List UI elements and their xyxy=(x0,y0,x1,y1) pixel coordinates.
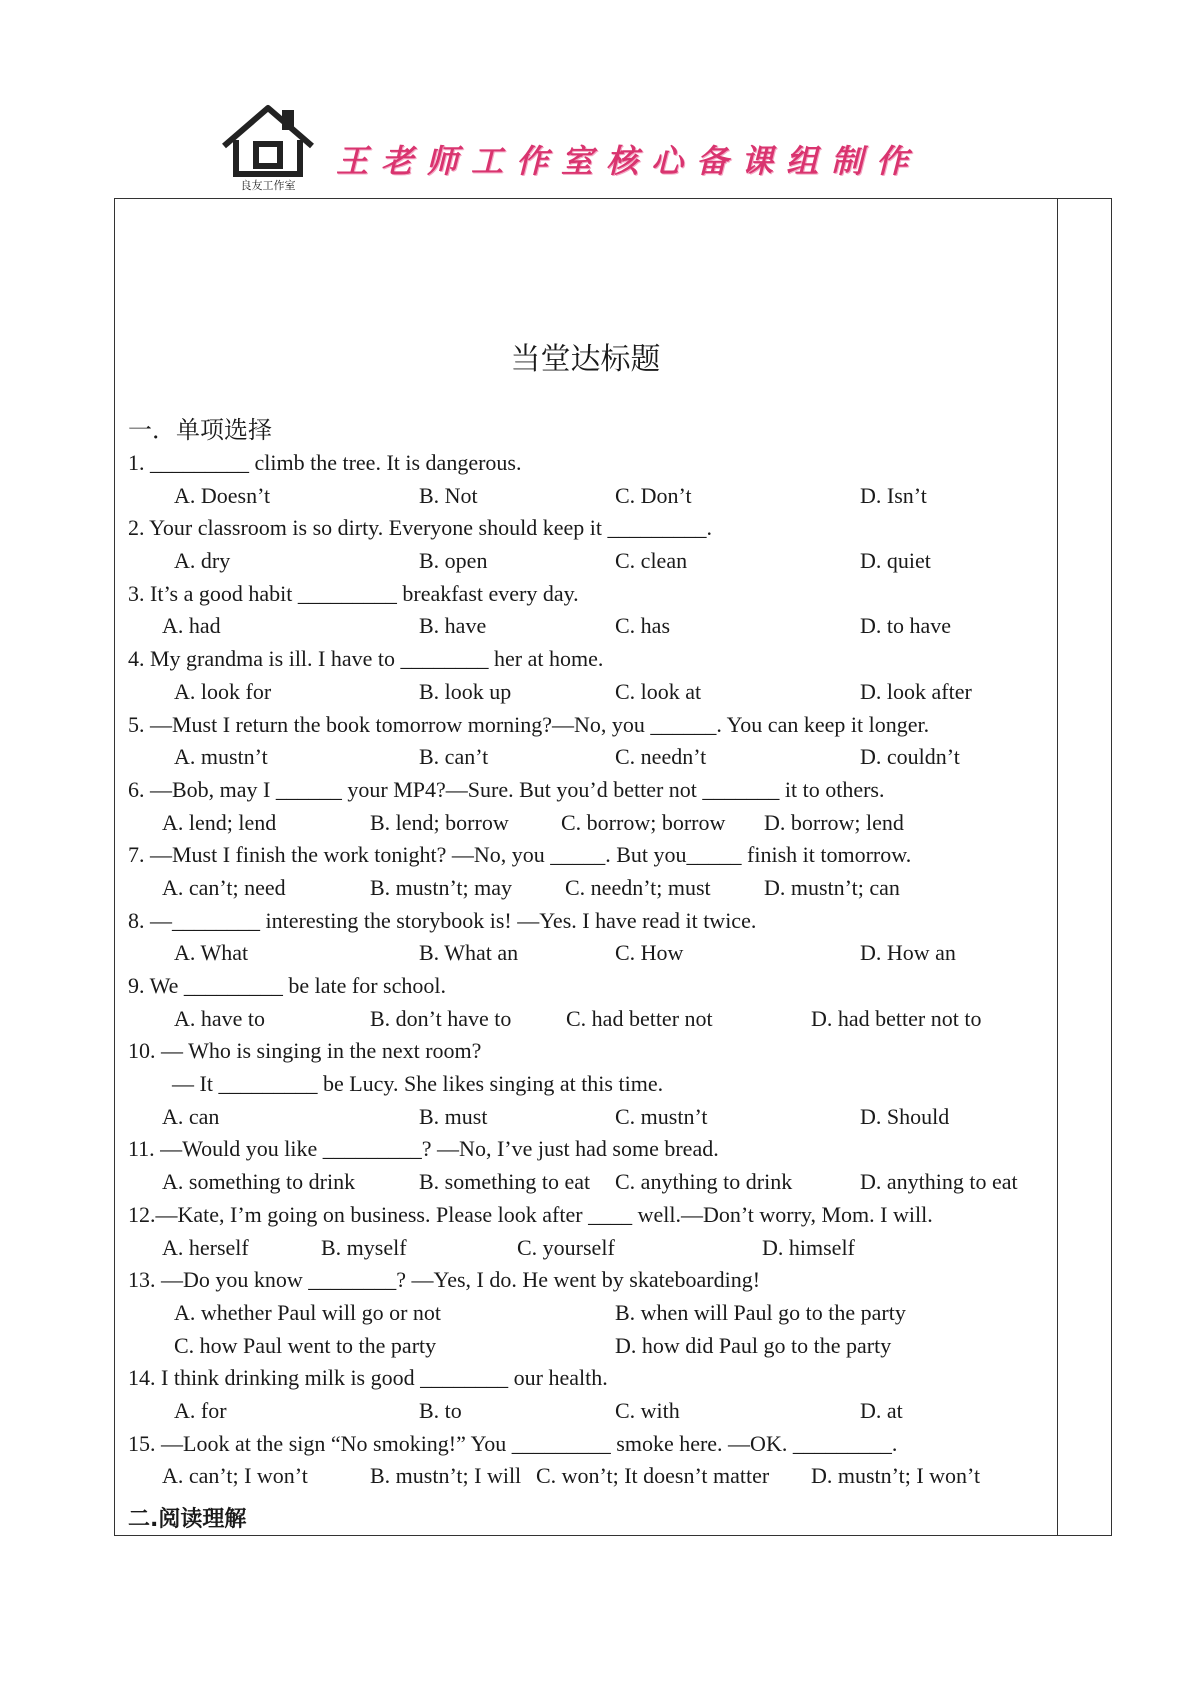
option-a: A. can xyxy=(162,1103,220,1129)
question-options xyxy=(128,1003,1048,1036)
option-b: B. must xyxy=(419,1103,488,1129)
question-stem: 3. It’s a good habit _________ breakfast every day. xyxy=(128,580,579,606)
option-d: D. to have xyxy=(860,613,952,639)
option-b: B. lend; borrow xyxy=(370,809,509,835)
question-options xyxy=(128,676,1048,709)
question-stem: 13. —Do you know ________? —Yes, I do. He went by skateboarding! xyxy=(128,1267,761,1293)
option-d: D. How an xyxy=(860,940,956,966)
option-d: D. Should xyxy=(860,1103,950,1129)
svg-text:良友工作室: 良友工作室 xyxy=(240,179,296,192)
option-b: B. when will Paul go to the party xyxy=(615,1299,906,1325)
question-stem: 9. We _________ be late for school. xyxy=(128,973,446,998)
option-d: D. mustn’t; can xyxy=(764,874,900,900)
table-column-divider xyxy=(1057,198,1058,1536)
option-b: B. to xyxy=(419,1397,462,1423)
option-a: A. herself xyxy=(162,1234,249,1260)
question-options xyxy=(128,1395,1048,1428)
option-d: D. Isn’t xyxy=(860,482,927,508)
question-stem: 11. —Would you like _________? —No, I’ve just had some bread. xyxy=(128,1136,719,1162)
section-heading-reading: 二.阅读理解 xyxy=(128,1507,247,1532)
option-c: C. borrow; borrow xyxy=(561,809,726,835)
option-c: C. clean xyxy=(615,548,688,574)
question-stem: 2. Your classroom is so dirty. Everyone should keep it _________. xyxy=(128,515,712,541)
option-c: C. anything to drink xyxy=(615,1169,793,1195)
question-stem: 14. I think drinking milk is good ________ our health. xyxy=(128,1365,608,1391)
option-c: C. has xyxy=(615,613,670,639)
option-c: C. Don’t xyxy=(615,482,692,508)
option-a: A. look for xyxy=(174,678,272,704)
question-options xyxy=(128,1101,1048,1134)
option-d: D. had better not to xyxy=(811,1005,982,1031)
question-options xyxy=(128,872,1048,905)
option-b: B. don’t have to xyxy=(370,1005,512,1031)
option-c: C. had better not xyxy=(566,1005,713,1031)
option-c: C. with xyxy=(615,1397,680,1423)
question-stem: 12.—Kate, I’m going on business. Please look after ____ well.—Don’t worry, Mom. I will. xyxy=(128,1201,933,1227)
option-d: D. quiet xyxy=(860,548,931,574)
option-a: A. can’t; need xyxy=(162,874,286,900)
question-stem-continued: — It _________ be Lucy. She likes singing at this time. xyxy=(172,1071,664,1097)
option-b: B. something to eat xyxy=(419,1169,591,1195)
question-stem: 1. _________ climb the tree. It is dangerous. xyxy=(128,450,522,475)
option-b: B. look up xyxy=(419,678,512,704)
question-options xyxy=(128,1460,1048,1493)
option-a: A. something to drink xyxy=(162,1169,356,1195)
option-c: C. won’t; It doesn’t matter xyxy=(536,1463,770,1489)
option-c: C. needn’t xyxy=(615,744,707,770)
option-a: A. can’t; I won’t xyxy=(162,1463,308,1489)
question-options xyxy=(128,545,1048,578)
question-list xyxy=(128,447,1048,1493)
header-banner: 王老师工作室核心备课组制作 xyxy=(336,142,922,180)
option-c: C. needn’t; must xyxy=(565,874,711,900)
question-stem: 4. My grandma is ill. I have to ________ her at home. xyxy=(128,646,604,672)
option-a: A. had xyxy=(162,613,221,639)
page-title: 当堂达标题 xyxy=(510,342,661,377)
option-a: A. What xyxy=(174,940,249,966)
option-a: A. whether Paul will go or not xyxy=(174,1299,442,1325)
question-stem: 15. —Look at the sign “No smoking!” You _________ smoke here. —OK. _________. xyxy=(128,1430,898,1456)
option-a: A. lend; lend xyxy=(162,809,277,835)
question-options xyxy=(128,741,1048,774)
option-b: B. mustn’t; I will xyxy=(370,1463,522,1489)
question-stem: 7. —Must I finish the work tonight? —No, you _____. But you_____ finish it tomorrow. xyxy=(128,842,912,868)
question-options xyxy=(128,1166,1048,1199)
question-stem: 10. — Who is singing in the next room? xyxy=(128,1038,482,1064)
option-d: D. anything to eat xyxy=(860,1169,1018,1195)
question-options xyxy=(128,1330,1048,1363)
question-options xyxy=(128,937,1048,970)
option-b: B. myself xyxy=(321,1234,407,1260)
option-a: A. for xyxy=(174,1397,227,1423)
option-d: D. himself xyxy=(762,1234,855,1260)
section-heading-single-choice: 一．单项选择 xyxy=(128,416,272,444)
question-options xyxy=(128,480,1048,513)
option-d: D. how did Paul go to the party xyxy=(615,1332,892,1358)
question-stem: 6. —Bob, may I ______ your MP4?—Sure. But you’d better not _______ it to others. xyxy=(128,776,885,802)
option-c: C. yourself xyxy=(517,1234,615,1260)
option-b: B. Not xyxy=(419,482,478,508)
option-a: A. dry xyxy=(174,548,231,574)
option-c: C. mustn’t xyxy=(615,1103,708,1129)
option-d: D. couldn’t xyxy=(860,744,960,770)
question-options xyxy=(128,1232,1048,1265)
option-b: B. can’t xyxy=(419,744,489,770)
question-stem: 8. —________ interesting the storybook is! —Yes. I have read it twice. xyxy=(128,907,757,933)
option-d: D. borrow; lend xyxy=(764,809,904,835)
house-logo-icon xyxy=(218,100,318,192)
option-c: C. look at xyxy=(615,678,702,704)
option-d: D. at xyxy=(860,1397,903,1423)
option-b: B. have xyxy=(419,613,487,639)
question-options xyxy=(128,807,1048,840)
option-c: C. How xyxy=(615,940,684,966)
option-a: A. Doesn’t xyxy=(174,482,271,508)
option-b: B. open xyxy=(419,548,488,574)
option-c: C. how Paul went to the party xyxy=(174,1332,437,1358)
option-d: D. look after xyxy=(860,678,972,704)
question-options xyxy=(128,610,1048,643)
option-a: A. have to xyxy=(174,1005,266,1031)
option-b: B. What an xyxy=(419,940,519,966)
question-stem: 5. —Must I return the book tomorrow morning?—No, you ______. You can keep it longer. xyxy=(128,711,930,737)
option-d: D. mustn’t; I won’t xyxy=(811,1463,981,1489)
question-options xyxy=(128,1297,1048,1330)
option-a: A. mustn’t xyxy=(174,744,268,770)
option-b: B. mustn’t; may xyxy=(370,874,512,900)
